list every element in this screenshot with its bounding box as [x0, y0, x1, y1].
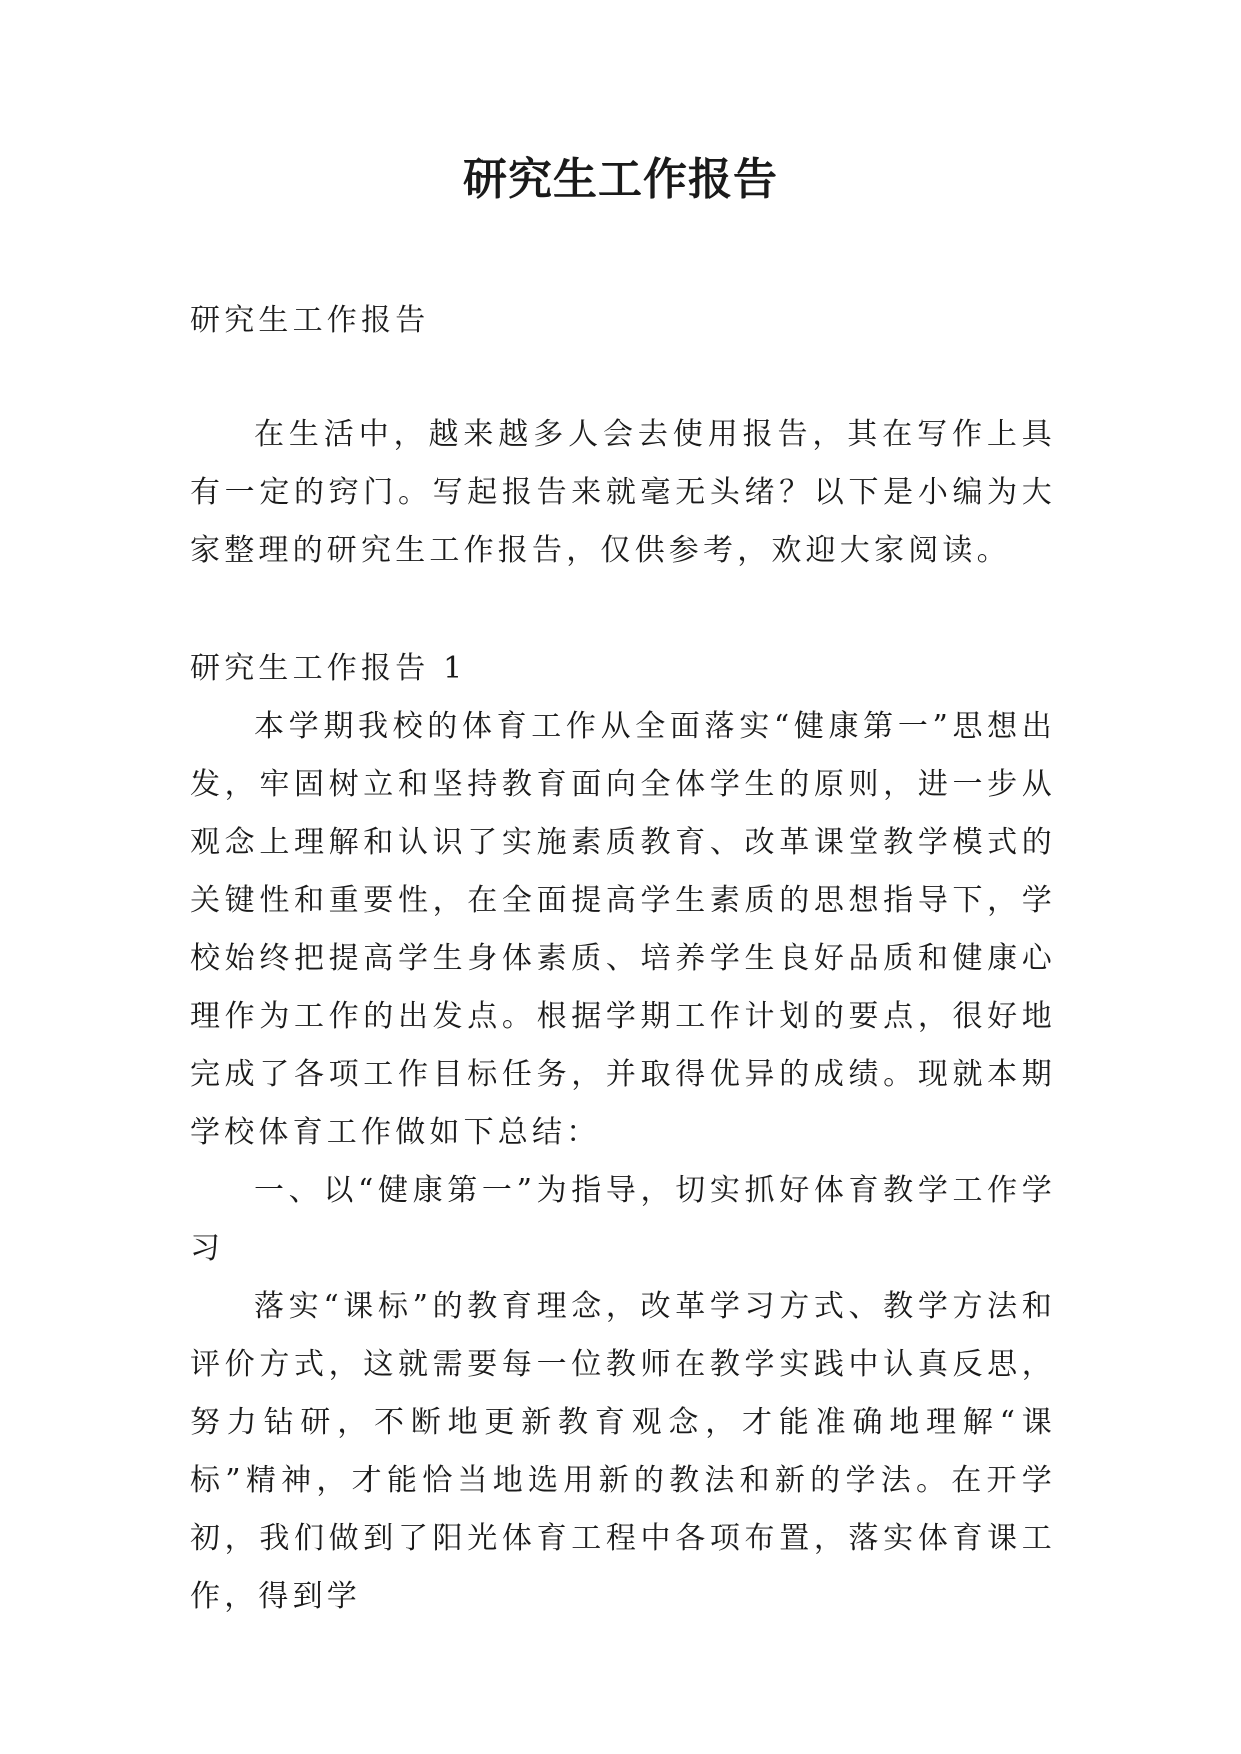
section-heading: 研究生工作报告 1	[190, 651, 467, 686]
body-paragraph-3: 落实“课标”的教育理念，改革学习方式、教学方法和评价方式，这就需要每一位教师在教学实践中认真反思，努力钻研，不断地更新教育观念，才能准确地理解“课标”精神，才能恰当地选用新的教法和新的学法。在开学初，我们做到了阳光体育工程中各项布置，落实体育课工作，得到学	[190, 1289, 1056, 1614]
document-subtitle: 研究生工作报告	[190, 303, 430, 338]
body-paragraph-1: 本学期我校的体育工作从全面落实“健康第一”思想出发，牢固树立和坚持教育面向全体学生的原则，进一步从观念上理解和认识了实施素质教育、改革课堂教学模式的关键性和重要性，在全面提高学生素质的思想指导下，学校始终把提高学生身体素质、培养学生良好品质和健康心理作为工作的出发点。根据学期工作计划的要点，很好地完成了各项工作目标任务，并取得优异的成绩。现就本期学校体育工作做如下总结：	[190, 709, 1056, 1150]
body-paragraph-2: 一、以“健康第一”为指导，切实抓好体育教学工作学习	[190, 1173, 1056, 1266]
intro-paragraph: 在生活中，越来越多人会去使用报告，其在写作上具有一定的窍门。写起报告来就毫无头绪？以下是小编为大家整理的研究生工作报告，仅供参考，欢迎大家阅读。	[190, 417, 1056, 568]
document-title: 研究生工作报告	[463, 154, 778, 205]
